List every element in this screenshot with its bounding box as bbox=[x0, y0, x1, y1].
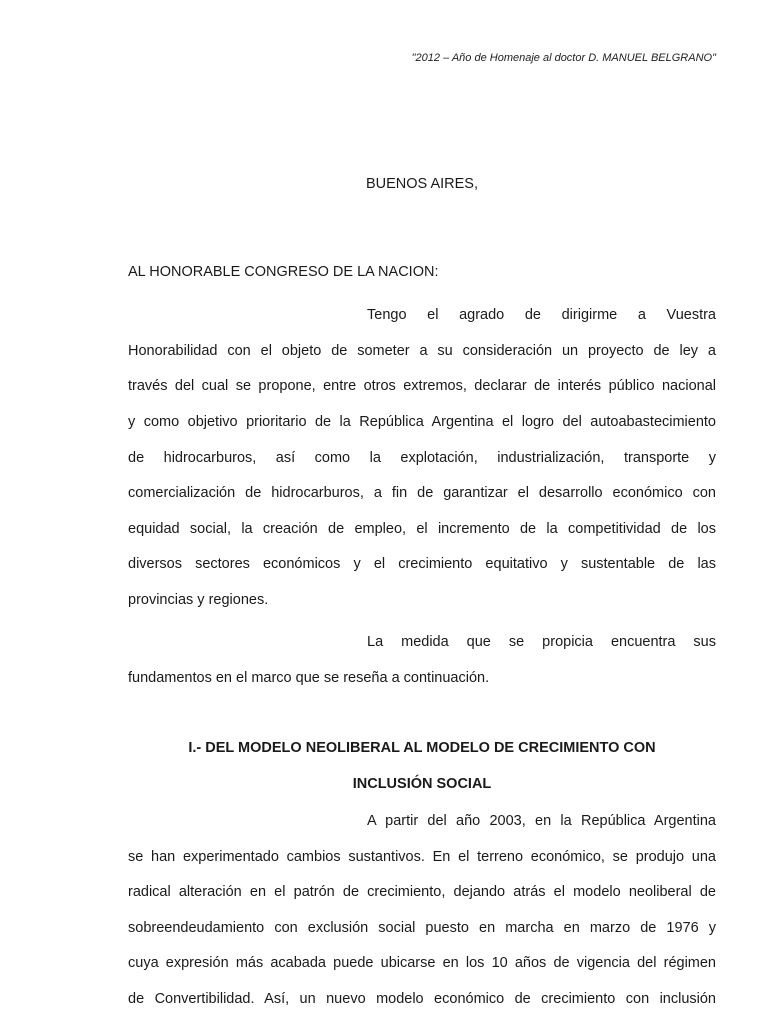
paragraph-3-line: radical alteración en el patrón de crecimiento, dejando atrás el modelo neoliberal de bbox=[128, 884, 716, 900]
paragraph-1-line: comercialización de hidrocarburos, a fin de garantizar el desarrollo económico con bbox=[128, 485, 716, 501]
paragraph-1-line: Honorabilidad con el objeto de someter a su consideración un proyecto de ley a bbox=[128, 343, 716, 359]
paragraph-3-line: se han experimentado cambios sustantivos. En el terreno económico, se produjo una bbox=[128, 849, 716, 865]
paragraph-1-line: de hidrocarburos, así como la explotación, industrialización, transporte y bbox=[128, 450, 716, 466]
header-motto: "2012 – Año de Homenaje al doctor D. MANUEL BELGRANO" bbox=[411, 52, 716, 64]
paragraph-3-line: A partir del año 2003, en la República Argentina bbox=[367, 813, 716, 829]
paragraph-2-line: La medida que se propicia encuentra sus bbox=[367, 634, 716, 650]
section-title-line: I.- DEL MODELO NEOLIBERAL AL MODELO DE CRECIMIENTO CON bbox=[188, 740, 656, 756]
paragraph-1-line: y como objetivo prioritario de la República Argentina el logro del autoabastecimiento bbox=[128, 414, 716, 430]
paragraph-3-line: sobreendeudamiento con exclusión social puesto en marcha en marzo de 1976 y bbox=[128, 920, 716, 936]
paragraph-2-line: fundamentos en el marco que se reseña a continuación. bbox=[128, 670, 490, 686]
addressee-line: AL HONORABLE CONGRESO DE LA NACION: bbox=[128, 264, 439, 280]
paragraph-1-line: equidad social, la creación de empleo, el incremento de la competitividad de los bbox=[128, 521, 716, 537]
paragraph-3-line: cuya expresión más acabada puede ubicarse en los 10 años de vigencia del régimen bbox=[128, 955, 716, 971]
paragraph-3-line: de Convertibilidad. Así, un nuevo modelo económico de crecimiento con inclusión bbox=[128, 991, 716, 1007]
location-line: BUENOS AIRES, bbox=[365, 176, 478, 192]
paragraph-1-line: través del cual se propone, entre otros extremos, declarar de interés público nacional bbox=[128, 378, 716, 394]
paragraph-1-line: provincias y regiones. bbox=[128, 592, 269, 608]
section-title-line: INCLUSIÓN SOCIAL bbox=[352, 776, 492, 792]
paragraph-1-line: Tengo el agrado de dirigirme a Vuestra bbox=[367, 307, 716, 323]
paragraph-1-line: diversos sectores económicos y el crecimiento equitativo y sustentable de las bbox=[128, 556, 716, 572]
